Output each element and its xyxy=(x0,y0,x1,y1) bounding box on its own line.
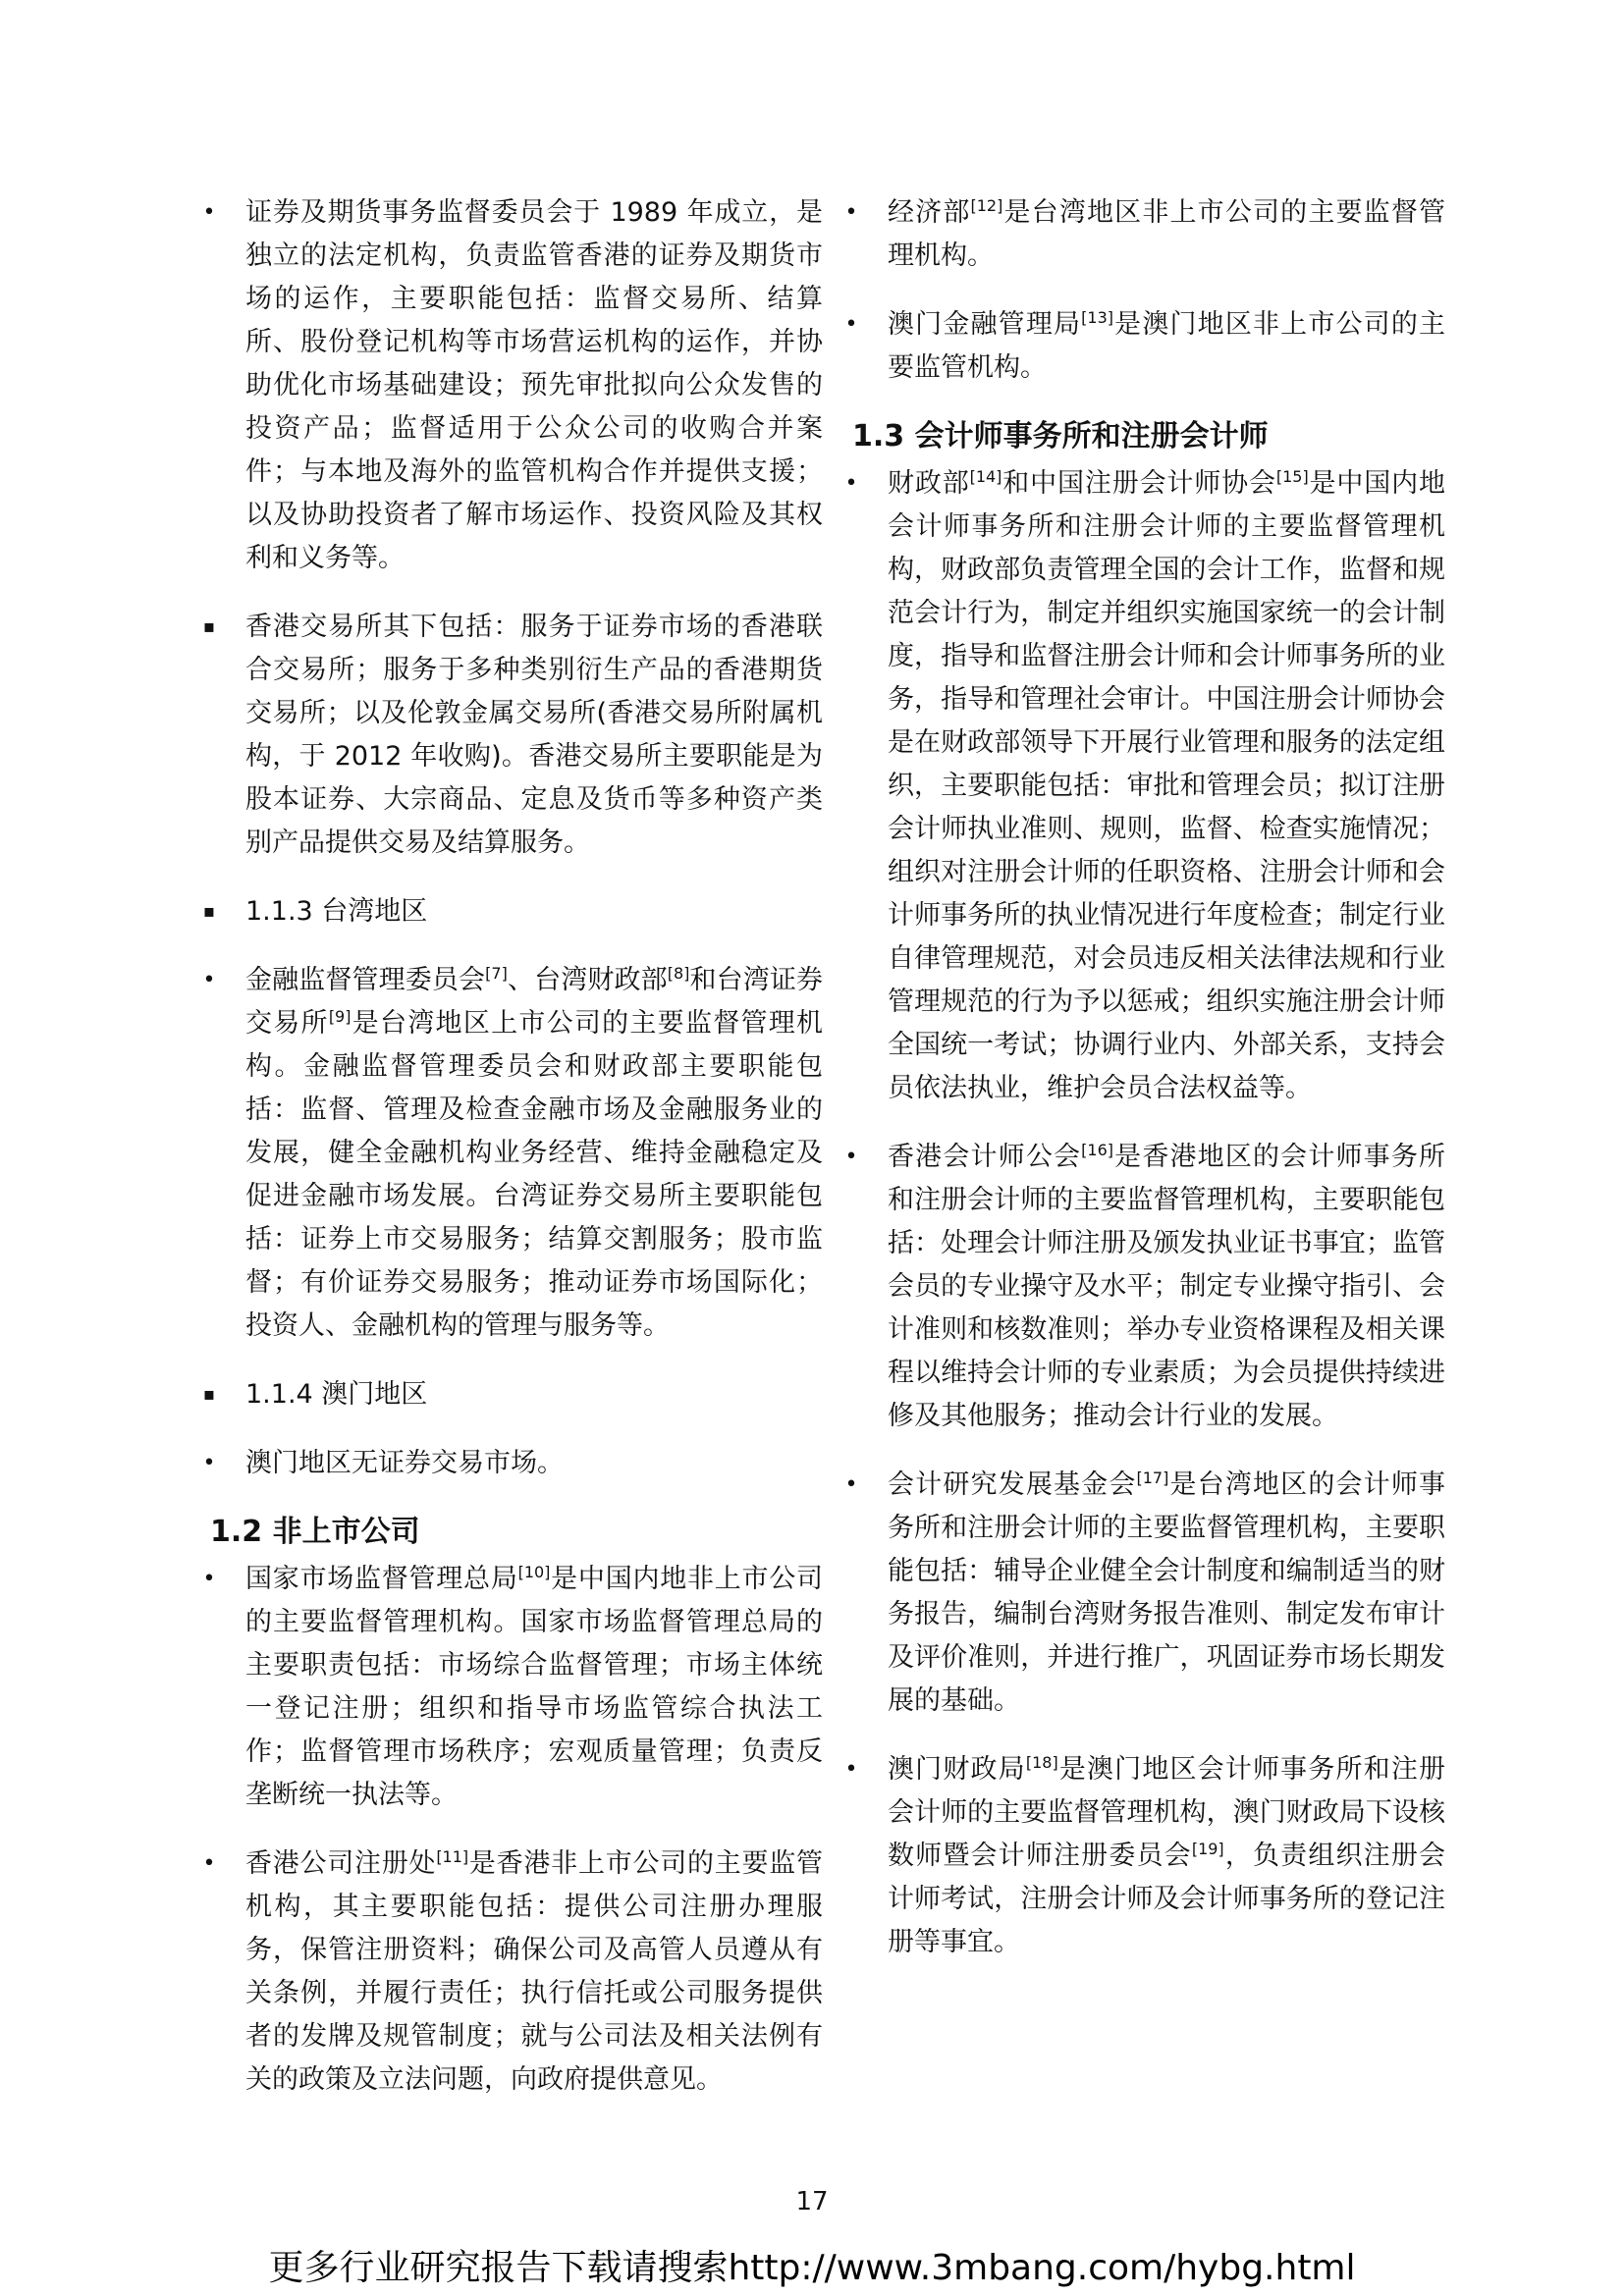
bullet-icon: ▪ xyxy=(202,1384,216,1405)
list-item xyxy=(194,606,823,865)
item-text: 是香港地区的会计师事务所和注册会计师的主要监督管理机构，主要职能包括：处理会计师注册及颁发执业证书事宜；监管会员的专业操守及水平；制定专业操守指引、会计准则和核数准则；举办专业资格课程及相关课程以维持会计师的专业素质；为会员提供持续进修及其他服务；推动会计行业的发展。 xyxy=(888,1142,1446,1431)
right-column xyxy=(837,191,1445,1990)
reference-marker: [16] xyxy=(1081,1141,1114,1159)
bullet-icon: • xyxy=(844,200,858,225)
bullet-icon: • xyxy=(844,1145,858,1169)
item-text: 、台湾财政部 xyxy=(507,965,668,995)
list-item xyxy=(194,959,823,1348)
reference-marker: [10] xyxy=(517,1563,551,1581)
item-text: 会计研究发展基金会 xyxy=(888,1469,1137,1500)
bullet-icon: • xyxy=(844,1472,858,1497)
reference-marker: [9] xyxy=(328,1007,352,1026)
bullet-icon: • xyxy=(844,312,858,337)
reference-marker: [14] xyxy=(969,467,1002,486)
reference-marker: [18] xyxy=(1025,1753,1058,1772)
list-item xyxy=(194,1842,823,2102)
item-text: 和中国注册会计师协会 xyxy=(1001,468,1276,499)
list-item xyxy=(194,191,823,580)
item-text: 是台湾地区的会计师事务所和注册会计师的主要监督管理机构，主要职能包括：辅导企业健全会计制度和编制适当的财务报告，编制台湾财务报告准则、制定发布审计及评价准则，并进行推广，巩固证券市场长期发展的基础。 xyxy=(888,1469,1446,1716)
item-text: 1.1.4 澳门地区 xyxy=(245,1379,428,1410)
item-text: 香港公司注册处 xyxy=(245,1848,437,1879)
item-text: 是台湾地区非上市公司的主要监督管理机构。 xyxy=(888,197,1446,271)
bullet-icon: ▪ xyxy=(202,901,216,922)
bullet-icon: • xyxy=(202,200,216,225)
bullet-icon: • xyxy=(844,1757,858,1782)
footer-banner: 更多行业研究报告下载请搜索http://www.3mbang.com/hybg.html xyxy=(268,2248,1356,2288)
reference-marker: [7] xyxy=(485,964,508,983)
reference-marker: [11] xyxy=(436,1847,469,1866)
bullet-icon: ▪ xyxy=(202,616,216,637)
list-item xyxy=(837,303,1445,390)
item-text: 是香港非上市公司的主要监管机构，其主要职能包括：提供公司注册办理服务，保管注册资料；确保公司及高管人员遵从有关条例，并履行责任；执行信托或公司服务提供者的发牌及规管制度；就与公司法及相关法例有关的政策及立法问题，向政府提供意见。 xyxy=(245,1848,824,2095)
item-text: 香港交易所其下包括：服务于证券市场的香港联合交易所；服务于多种类别衍生产品的香港期货交易所；以及伦敦金属交易所(香港交易所附属机构，于 2012 年收购)。香港交易所主要职能是为股本证券、大宗商品、定息及货币等多种资产类别产品提供交易及结算服务。 xyxy=(245,612,823,858)
item-text: 澳门金融管理局 xyxy=(888,309,1082,340)
item-text: 是澳门地区非上市公司的主要监管机构。 xyxy=(888,309,1446,383)
list-item xyxy=(837,1748,1445,1964)
item-text: ，负责组织注册会计师考试，注册会计师及会计师事务所的登记注册等事宜。 xyxy=(888,1841,1446,1957)
item-text: 香港会计师公会 xyxy=(888,1142,1082,1172)
item-text: 金融监督管理委员会 xyxy=(245,965,486,995)
reference-marker: [19] xyxy=(1191,1840,1224,1858)
item-text: 经济部 xyxy=(888,197,971,228)
item-text: 证券及期货事务监督委员会于 1989 年成立，是独立的法定机构，负责监管香港的证券及期货市场的运作，主要职能包括：监督交易所、结算所、股份登记机构等市场营运机构的运作，并协助优化市场基础建设；预先审批拟向公众发售的投资产品；监督适用于公众公司的收购合并案件；与本地及海外的监管机构合作并提供支援；以及协助投资者了解市场运作、投资风险及其权利和义务等。 xyxy=(245,197,823,573)
list-item xyxy=(837,191,1445,278)
bullet-icon: • xyxy=(202,1851,216,1876)
reference-marker: [17] xyxy=(1136,1468,1169,1487)
reference-marker: [8] xyxy=(667,964,690,983)
list-item xyxy=(837,1136,1445,1438)
bullet-icon: • xyxy=(844,471,858,496)
section-heading: 1.2 非上市公司 xyxy=(210,1515,420,1549)
section-heading: 1.3 会计师事务所和注册会计师 xyxy=(852,419,1269,454)
list-item xyxy=(837,1464,1445,1723)
item-text: 国家市场监督管理总局 xyxy=(245,1564,518,1594)
item-text: 是中国内地会计师事务所和注册会计师的主要监督管理机构，财政部负责管理全国的会计工作，监督和规范会计行为，制定并组织实施国家统一的会计制度，指导和监督注册会计师和会计师事务所的业务，指导和管理社会审计。中国注册会计师协会是在财政部领导下开展行业管理和服务的法定组织，主要职能包括：审批和管理会员；拟订注册会计师执业准则、规则，监督、检查实施情况；组织对注册会计师的任职资格、注册会计师和会计师事务所的执业情况进行年度检查；制定行业自律管理规范，对会员违反相关法律法规和行业管理规范的行为予以惩戒；组织实施注册会计师全国统一考试；协调行业内、外部关系，支持会员依法执业，维护会员合法权益等。 xyxy=(888,468,1446,1103)
reference-marker: [13] xyxy=(1081,308,1114,327)
item-text: 是台湾地区上市公司的主要监督管理机构。金融监督管理委员会和财政部主要职能包括：监督、管理及检查金融市场及金融服务业的发展，健全金融机构业务经营、维持金融稳定及促进金融市场发展。台湾证券交易所主要职能包括：证券上市交易服务；结算交割服务；股市监督；有价证券交易服务；推动证券市场国际化；投资人、金融机构的管理与服务等。 xyxy=(245,1008,824,1341)
page-number: 17 xyxy=(795,2187,829,2216)
bullet-icon: • xyxy=(202,1451,216,1475)
item-text: 澳门财政局 xyxy=(888,1754,1026,1785)
bullet-icon: • xyxy=(202,1567,216,1591)
item-text: 澳门地区无证券交易市场。 xyxy=(245,1448,564,1478)
reference-marker: [12] xyxy=(970,196,1003,215)
item-text: 1.1.3 台湾地区 xyxy=(245,896,428,927)
reference-marker: [15] xyxy=(1275,467,1309,486)
item-text: 是中国内地非上市公司的主要监督管理机构。国家市场监督管理总局的主要职责包括：市场综合监督管理；市场主体统一登记注册；组织和指导市场监管综合执法工作；监督管理市场秩序；宏观质量管理；负责反垄断统一执法等。 xyxy=(245,1564,823,1810)
item-text: 财政部 xyxy=(888,468,970,499)
item-text: 和台湾证券交易所 xyxy=(245,965,824,1039)
list-item xyxy=(194,1558,823,1817)
list-item xyxy=(837,462,1445,1110)
list-item xyxy=(194,890,823,934)
list-item xyxy=(194,1373,823,1416)
bullet-icon: • xyxy=(202,968,216,992)
list-item xyxy=(194,1442,823,1485)
item-text: 是澳门地区会计师事务所和注册会计师的主要监督管理机构，澳门财政局下设核数师暨会计师注册委员会 xyxy=(888,1754,1446,1871)
left-column xyxy=(194,191,823,2127)
